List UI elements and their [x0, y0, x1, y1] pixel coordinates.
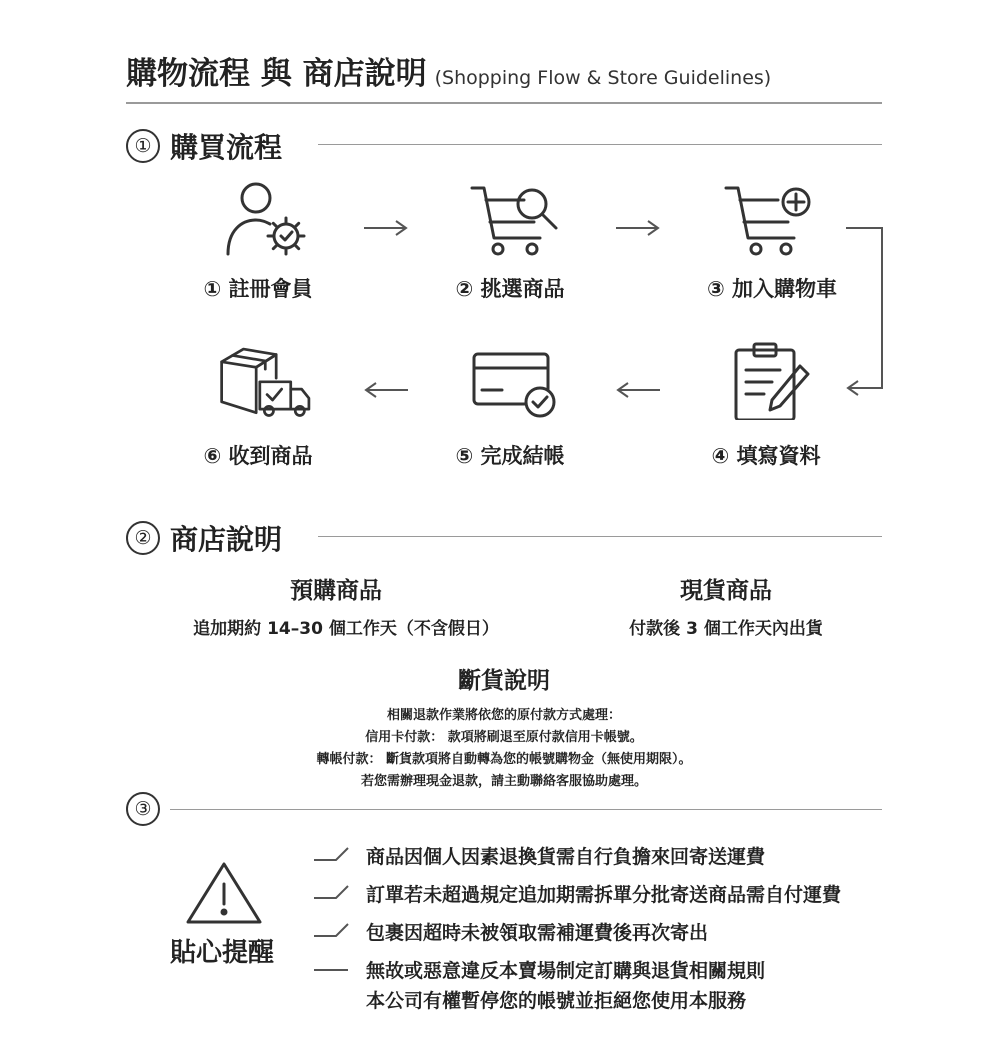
section-1-divider — [318, 144, 882, 145]
outofstock-title: 斷貨說明 — [458, 668, 550, 694]
preorder-desc: 追加期約 14–30 個工作天（不含假日） — [193, 619, 499, 639]
outofstock-line: 若您需辦理現金退款，請主動聯絡客服協助處理。 — [360, 774, 647, 789]
section-3-divider — [170, 809, 882, 810]
section-1-heading — [126, 126, 282, 166]
step-3-label: ③ 加入購物車 — [706, 277, 838, 301]
step-1-label: ① 註冊會員 — [203, 277, 313, 301]
section-2-divider — [318, 536, 882, 537]
section-3-heading — [126, 792, 170, 826]
tip-item: 訂單若未超過規定追加期需拆單分批寄送商品需自付運費 — [366, 884, 842, 906]
step-3 — [722, 178, 822, 262]
instock-title: 現貨商品 — [680, 578, 772, 604]
step-5-label: ⑤ 完成結帳 — [455, 444, 565, 468]
section-2-title: 商店說明 — [170, 523, 283, 556]
clipboard-pen-icon — [722, 340, 822, 420]
section-2-heading — [126, 518, 282, 558]
outofstock-line: 轉帳付款： 斷貨款項將自動轉為您的帳號購物金（無使用期限）。 — [316, 752, 692, 767]
card-check-icon — [468, 340, 568, 420]
tip-bullet-icon — [312, 844, 352, 864]
step-6 — [218, 340, 318, 424]
cart-add-icon — [722, 178, 822, 258]
tip-item: 無故或惡意違反本賣場制定訂購與退貨相關規則 — [366, 960, 766, 982]
step-4 — [722, 340, 822, 424]
tip-item: 商品因個人因素退換貨需自行負擔來回寄送運費 — [366, 846, 766, 868]
step-2-label: ② 挑選商品 — [455, 277, 565, 301]
arrow-right-icon — [362, 218, 410, 238]
step-2 — [468, 178, 568, 262]
section-1-number: ① — [126, 129, 160, 163]
page-title — [126, 48, 771, 93]
user-gear-icon — [218, 178, 318, 258]
section-2-number: ② — [126, 521, 160, 555]
preorder-title: 預購商品 — [290, 578, 382, 604]
tip-bullet-icon — [312, 882, 352, 902]
title-divider — [126, 102, 882, 104]
tip-bullet-icon — [312, 920, 352, 940]
section-3-number: ③ — [126, 792, 160, 826]
page-subtitle: (Shopping Flow & Store Guidelines) — [434, 67, 772, 89]
box-truck-icon — [218, 340, 318, 420]
outofstock-line: 相關退款作業將依您的原付款方式處理： — [386, 708, 621, 723]
step-4-label: ④ 填寫資料 — [711, 444, 821, 468]
tip-item: 本公司有權暫停您的帳號並拒絕您使用本服務 — [366, 990, 747, 1012]
outofstock-line: 信用卡付款： 款項將刷退至原付款信用卡帳號。 — [365, 730, 643, 745]
section-1-title: 購買流程 — [170, 131, 283, 164]
tip-item: 包裹因超時未被領取需補運費後再次寄出 — [366, 922, 709, 944]
step-5 — [468, 340, 568, 424]
cart-search-icon — [468, 178, 568, 258]
arrow-right-icon — [614, 218, 662, 238]
tips-title: 貼心提醒 — [170, 938, 275, 968]
arrow-left-icon — [614, 380, 662, 400]
instock-desc: 付款後 3 個工作天內出貨 — [629, 619, 823, 639]
page-title-text: 購物流程 與 商店說明 — [126, 56, 427, 92]
arrow-left-icon — [362, 380, 410, 400]
step-6-label: ⑥ 收到商品 — [203, 444, 313, 468]
step-1 — [218, 178, 318, 262]
tip-bullet-icon — [312, 960, 352, 980]
connector-arrow-icon — [842, 222, 888, 398]
warning-icon — [184, 858, 264, 928]
